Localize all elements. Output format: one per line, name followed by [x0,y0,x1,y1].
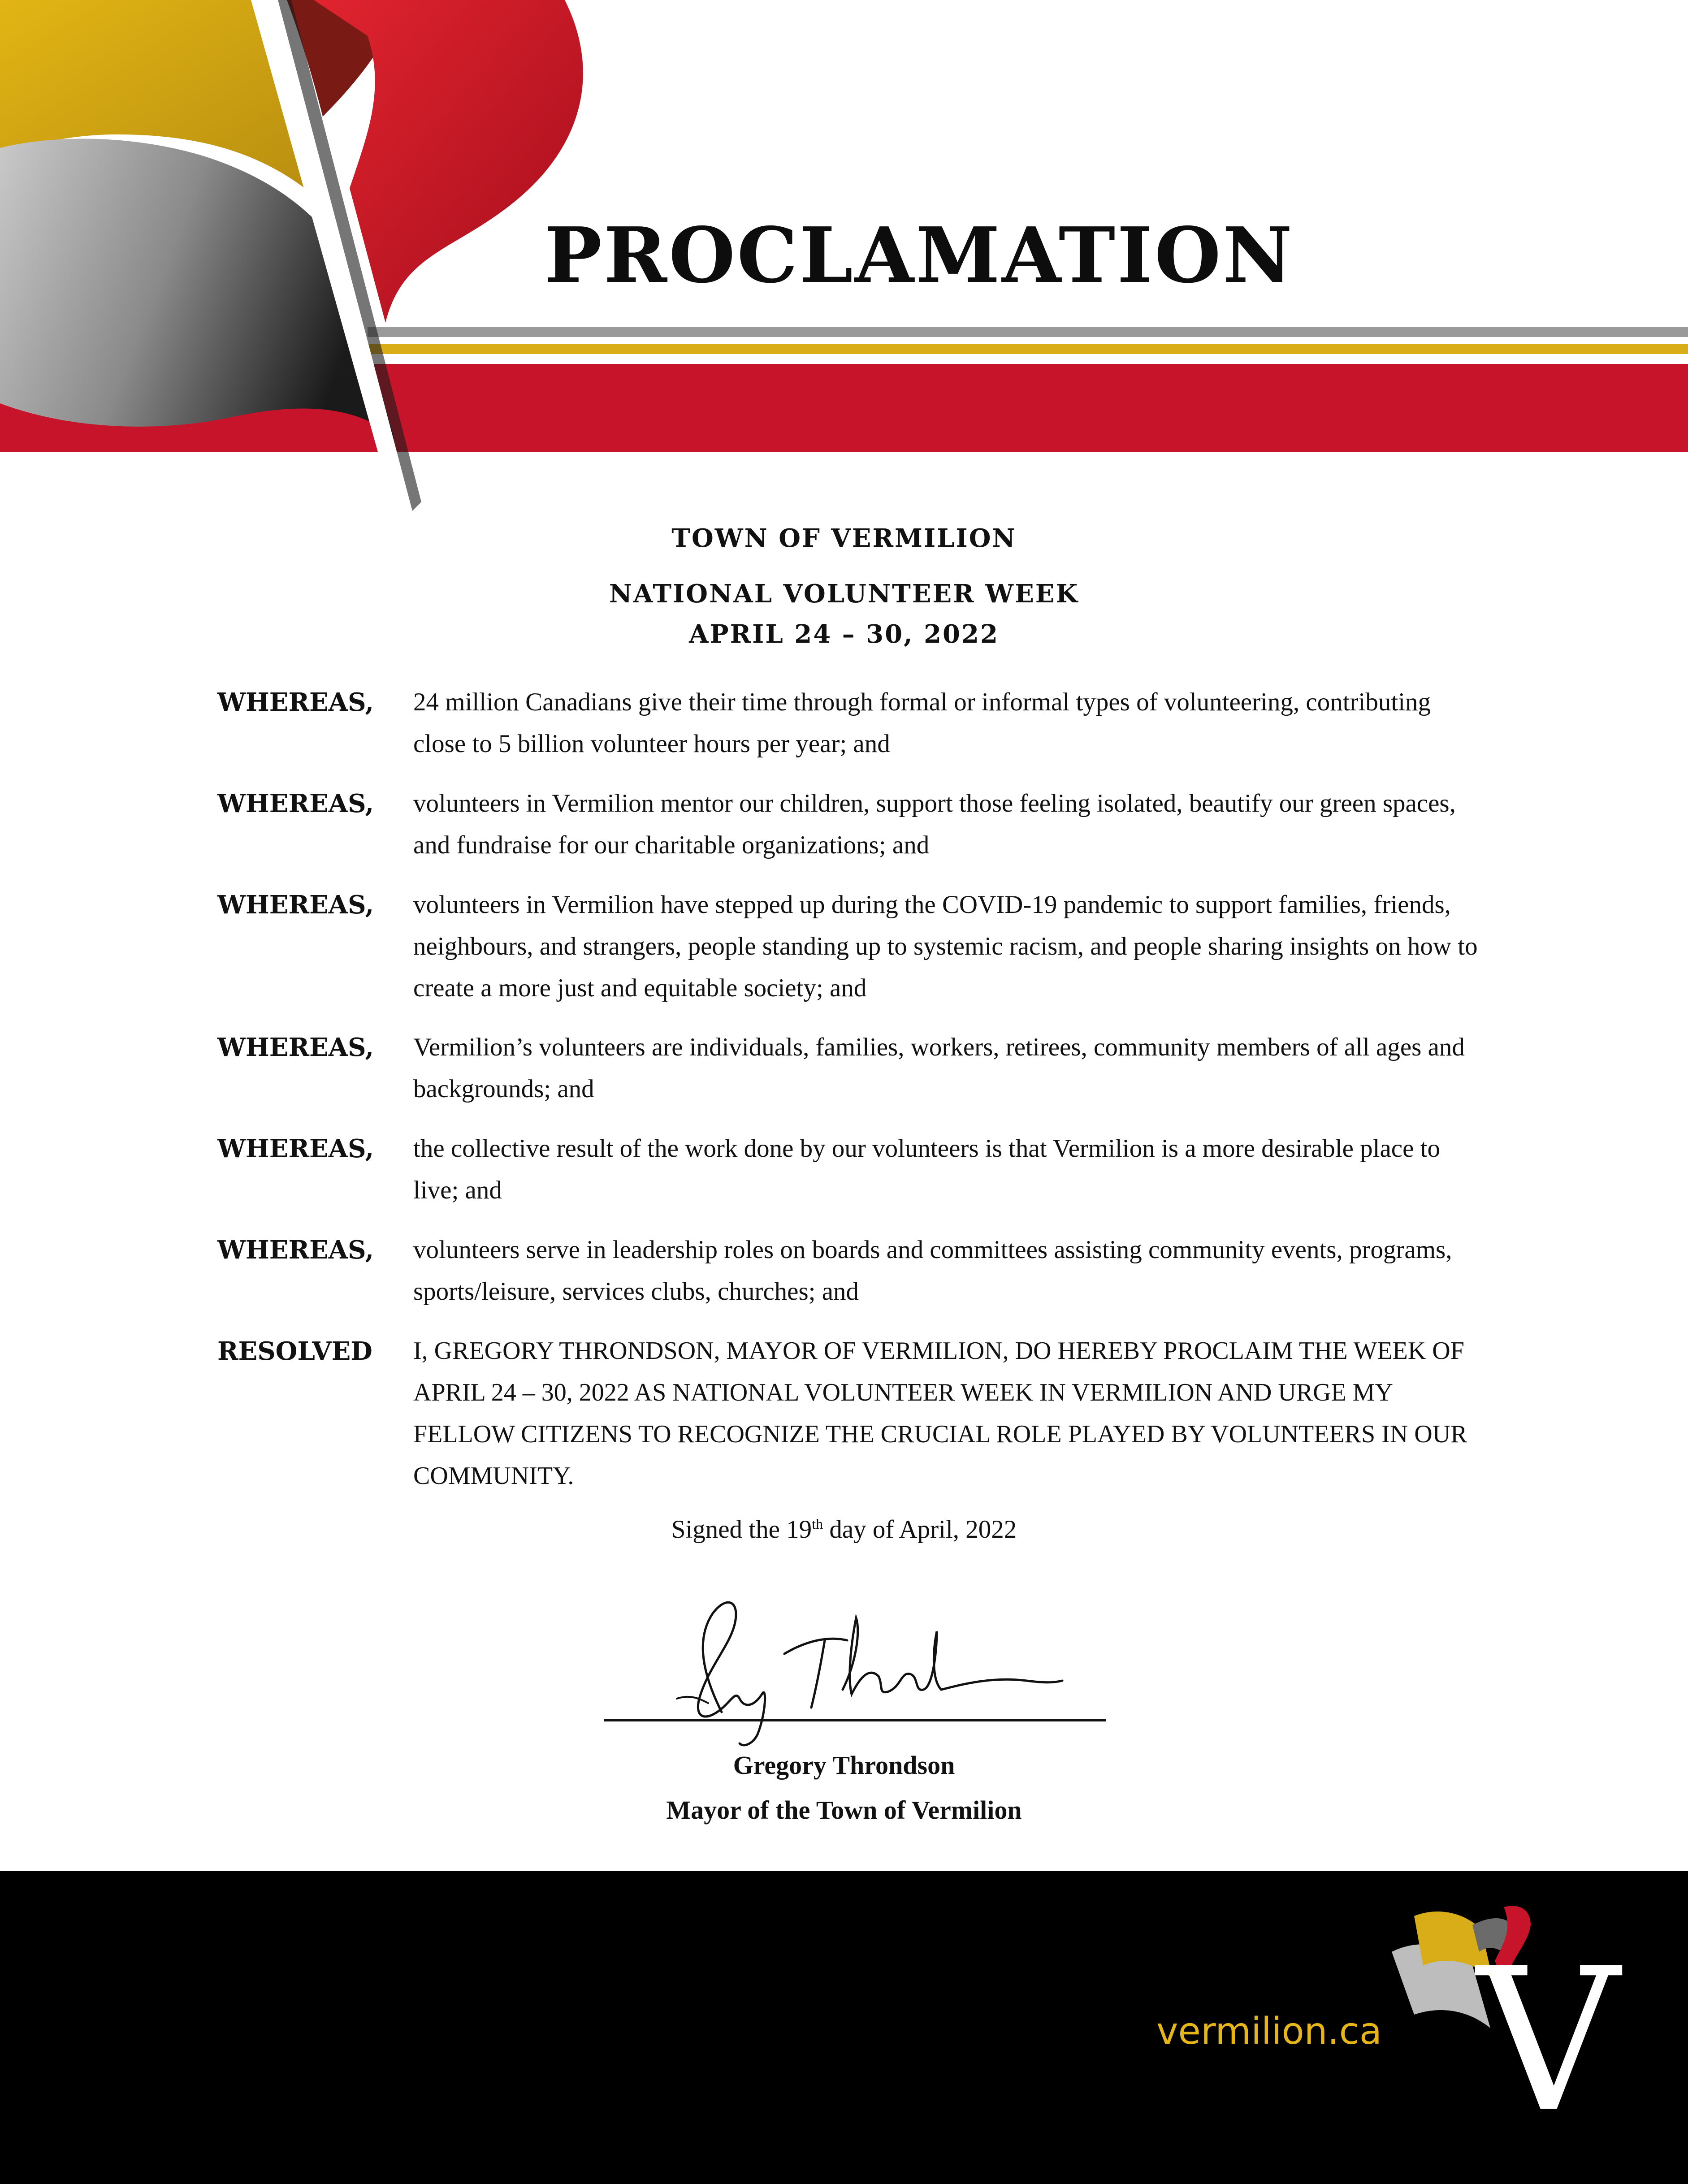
signatory-name: Gregory Throndson [733,1751,955,1780]
clause-text: 24 million Canadians give their time through formal or informal types of volunteering, contributing close to 5 billion volunteer hours per year; and [413,688,1431,758]
organization-heading: TOWN OF VERMILION [671,523,1017,553]
clause-label: WHEREAS, [217,1033,374,1062]
clause-text: volunteers in Vermilion have stepped up during the COVID-19 pandemic to support families, friends, neighbours, and strangers, people standing up to systemic racism, and people sharing insights on how to create a more just and equitable society; and [413,891,1478,1002]
signature-graphic [650,1564,1067,1752]
signed-rest: day of April, 2022 [823,1515,1017,1544]
clause-label: WHEREAS, [217,1134,374,1163]
signed-ordinal: th [812,1516,823,1532]
vermilion-v-flag-logo [1387,1894,1619,2155]
clause-text: volunteers in Vermilion mentor our children, support those feeling isolated, beautify our green spaces, and fundraise for our charitable organizations; and [413,789,1456,859]
signed-prefix: Signed the 19 [671,1515,812,1544]
clause-text: Vermilion’s volunteers are individuals, families, workers, retirees, community members of all ages and backgrounds; and [413,1033,1465,1103]
clause-label: WHEREAS, [217,1235,374,1265]
website-link[interactable]: vermilion.ca [1156,2010,1382,2053]
page-title: PROCLAMATION [545,211,1294,300]
clause-text: the collective result of the work done by our volunteers is that Vermilion is a more desirable place to live; and [413,1134,1440,1204]
signatory-title: Mayor of the Town of Vermilion [666,1795,1022,1825]
signature-line [604,1719,1106,1721]
clause-label: WHEREAS, [217,789,374,818]
event-heading: NATIONAL VOLUNTEER WEEK [609,579,1079,609]
resolved-label: RESOLVED [217,1336,372,1366]
clause-label: WHEREAS, [217,688,374,717]
clause-text: volunteers serve in leadership roles on boards and committees assisting community events, programs, sports/leisure, services clubs, churches; and [413,1236,1452,1306]
resolved-text: I, GREGORY THRONDSON, MAYOR OF VERMILION, DO HEREBY PROCLAIM THE WEEK OF APRIL 24 – 30, 2022 AS NATIONAL VOLUNTEER WEEK IN VERMILION AND URGE MY FELLOW CITIZENS TO RECOGNIZE THE CRUCIAL ROLE PLAYED BY VOLUNTEERS IN OUR COMMUNITY. [413,1337,1467,1490]
date-heading: APRIL 24 – 30, 2022 [689,619,999,649]
signed-date-line [0,1515,1688,1544]
clause-label: WHEREAS, [217,890,374,920]
logo-letter: V [1477,1926,1619,2155]
